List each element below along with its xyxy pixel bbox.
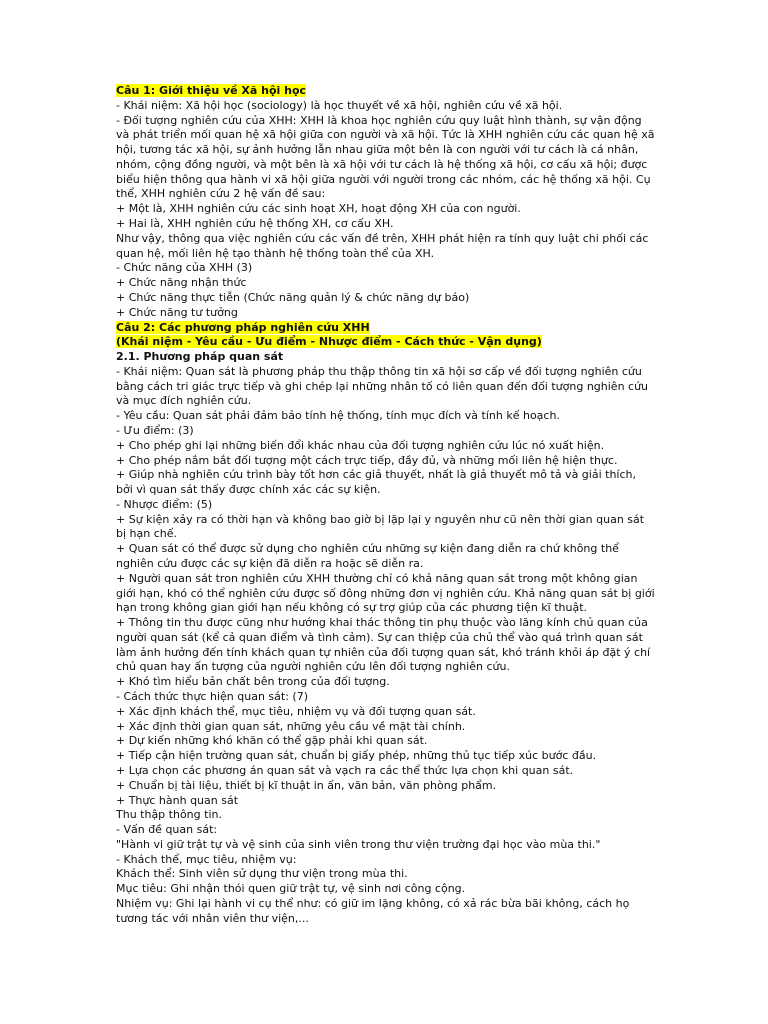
heading-cau-2-subtitle: (Khái niệm - Yêu cầu - Ưu điểm - Nhược điểm - Cách thức - Vận dụng) bbox=[116, 335, 542, 349]
paragraph: + Lựa chọn các phương án quan sát và vạch ra các thể thức lựa chọn khi quan sát. bbox=[116, 763, 574, 777]
paragraph: Nhiệm vụ: Ghi lại hành vi cụ thể như: có giữ im lặng không, có xả rác bừa bãi không, cách họ tương tác với nhân viên thư viện,... bbox=[116, 896, 630, 925]
paragraph: + Thông tin thu được cũng như hướng khai thác thông tin phụ thuộc vào lăng kính chủ quan của người quan sát (kể cả quan điểm và tình cảm). Sự can thiệp của chủ thể vào quá trình quan sát làm ảnh hưởng đến tính khách quan tự nhiên của đối tượng quan sát, khó tránh khỏi áp đặt ý chí chủ quan hay ấn tượng của người nghiên cứu lên đối tượng nghiên cứu. bbox=[116, 616, 651, 674]
subheading-2-1: 2.1. Phương pháp quan sát bbox=[116, 350, 284, 364]
paragraph: + Một là, XHH nghiên cứu các sinh hoạt XH, hoạt động XH của con người. bbox=[116, 202, 521, 216]
paragraph: + Người quan sát tron nghiên cứu XHH thường chỉ có khả năng quan sát trong một không gian giới hạn, khó có thể nghiên cứu được số đông những đơn vị nghiên cứu. Khả năng quan sát bị giới hạn trong không gian giới hạn nếu không có sự trợ giúp của các phương tiện kĩ thuật. bbox=[116, 571, 655, 615]
paragraph: + Thực hành quan sát bbox=[116, 793, 239, 807]
paragraph: - Cách thức thực hiện quan sát: (7) bbox=[116, 690, 309, 704]
paragraph: + Chuẩn bị tài liệu, thiết bị kĩ thuật in ấn, văn bản, văn phòng phẩm. bbox=[116, 778, 497, 792]
paragraph: - Đối tượng nghiên cứu của XHH: XHH là khoa học nghiên cứu quy luật hình thành, sự vận động và phát triển mối quan hệ xã hội giữa con người và xã hội. Tức là XHH nghiên cứu các quan hệ xã hội, tương tác xã hội, sự ảnh hưởng lẫn nhau giữa một bên là con người với tư cách là cá nhân, nhóm, cộng đồng người, và một bên là xã hội với tư cách là hệ thống xã hội, cơ cấu xã hội; được biểu hiện thông qua hành vi xã hội giữa người với người trong các nhóm, các hệ thống xã hội. Cụ thể, XHH nghiên cứu 2 hệ vấn đề sau: bbox=[116, 113, 655, 201]
paragraph: - Khách thể, mục tiêu, nhiệm vụ: bbox=[116, 852, 297, 866]
paragraph: + Dự kiến những khó khăn có thể gặp phải khi quan sát. bbox=[116, 734, 428, 748]
paragraph: + Chức năng thực tiễn (Chức năng quản lý & chức năng dự báo) bbox=[116, 290, 470, 304]
paragraph: - Khái niệm: Xã hội học (sociology) là học thuyết về xã hội, nghiên cứu về xã hội. bbox=[116, 98, 563, 112]
paragraph: - Ưu điểm: (3) bbox=[116, 423, 194, 437]
document-body bbox=[116, 84, 656, 927]
paragraph: + Xác định thời gian quan sát, những yêu cầu về mặt tài chính. bbox=[116, 719, 466, 733]
paragraph: + Cho phép ghi lại những biến đổi khác nhau của đối tượng nghiên cứu lúc nó xuất hiện. bbox=[116, 438, 605, 452]
paragraph: - Khái niệm: Quan sát là phương pháp thu thập thông tin xã hội sơ cấp về đối tượng nghiên cứu bằng cách tri giác trực tiếp và ghi chép lại những nhân tố có liên quan đến đối tượng nghiên cứu và mục đích nghiên cứu. bbox=[116, 364, 649, 408]
paragraph: - Vấn đề quan sát: bbox=[116, 823, 218, 837]
paragraph: Thu thập thông tin. bbox=[116, 808, 222, 822]
paragraph: - Chức năng của XHH (3) bbox=[116, 261, 253, 275]
heading-cau-1: Câu 1: Giới thiệu về Xã hội học bbox=[116, 84, 307, 97]
heading-cau-2: Câu 2: Các phương pháp nghiên cứu XHH bbox=[116, 320, 370, 334]
paragraph: + Quan sát có thể được sử dụng cho nghiên cứu những sự kiện đang diễn ra chứ không thể nghiên cứu được các sự kiện đã diễn ra hoặc sẽ diễn ra. bbox=[116, 542, 619, 570]
paragraph: + Chức năng nhận thức bbox=[116, 276, 247, 290]
paragraph: Mục tiêu: Ghi nhận thói quen giữ trật tự, vệ sinh nơi công cộng. bbox=[116, 882, 466, 896]
paragraph: + Giúp nhà nghiên cứu trình bày tốt hơn các giả thuyết, nhất là giả thuyết mô tả và giải thích, bởi vì quan sát thấy được chính xác các sự kiện. bbox=[116, 468, 636, 497]
paragraph: + Chức năng tư tưởng bbox=[116, 305, 238, 319]
paragraph: + Cho phép nắm bắt đối tượng một cách trực tiếp, đầy đủ, và những mối liên hệ hiện thực. bbox=[116, 453, 618, 467]
paragraph: + Sự kiện xảy ra có thời hạn và không bao giờ bị lặp lại y nguyên như cũ nên thời gian quan sát bị hạn chế. bbox=[116, 512, 645, 541]
paragraph: + Xác định khách thể, mục tiêu, nhiệm vụ và đối tượng quan sát. bbox=[116, 704, 476, 718]
paragraph: - Nhược điểm: (5) bbox=[116, 497, 213, 511]
paragraph: Như vậy, thông qua việc nghiên cứu các vấn đề trên, XHH phát hiện ra tính quy luật chi phối các quan hệ, mối liên hệ tạo thành hệ thống toàn thể của XH. bbox=[116, 231, 649, 260]
paragraph: + Tiếp cận hiện trường quan sát, chuẩn bị giấy phép, những thủ tục tiếp xúc bước đầu. bbox=[116, 749, 597, 763]
paragraph: - Yêu cầu: Quan sát phải đảm bảo tính hệ thống, tính mục đích và tính kế hoạch. bbox=[116, 409, 560, 423]
paragraph: + Hai là, XHH nghiên cứu hệ thống XH, cơ cấu XH. bbox=[116, 217, 394, 231]
paragraph: + Khó tìm hiểu bản chất bên trong của đối tượng. bbox=[116, 675, 390, 689]
paragraph: Khách thể: Sinh viên sử dụng thư viện trong mùa thi. bbox=[116, 867, 408, 881]
paragraph: "Hành vi giữ trật tự và vệ sinh của sinh viên trong thư viện trường đại học vào mùa thi." bbox=[116, 837, 601, 851]
